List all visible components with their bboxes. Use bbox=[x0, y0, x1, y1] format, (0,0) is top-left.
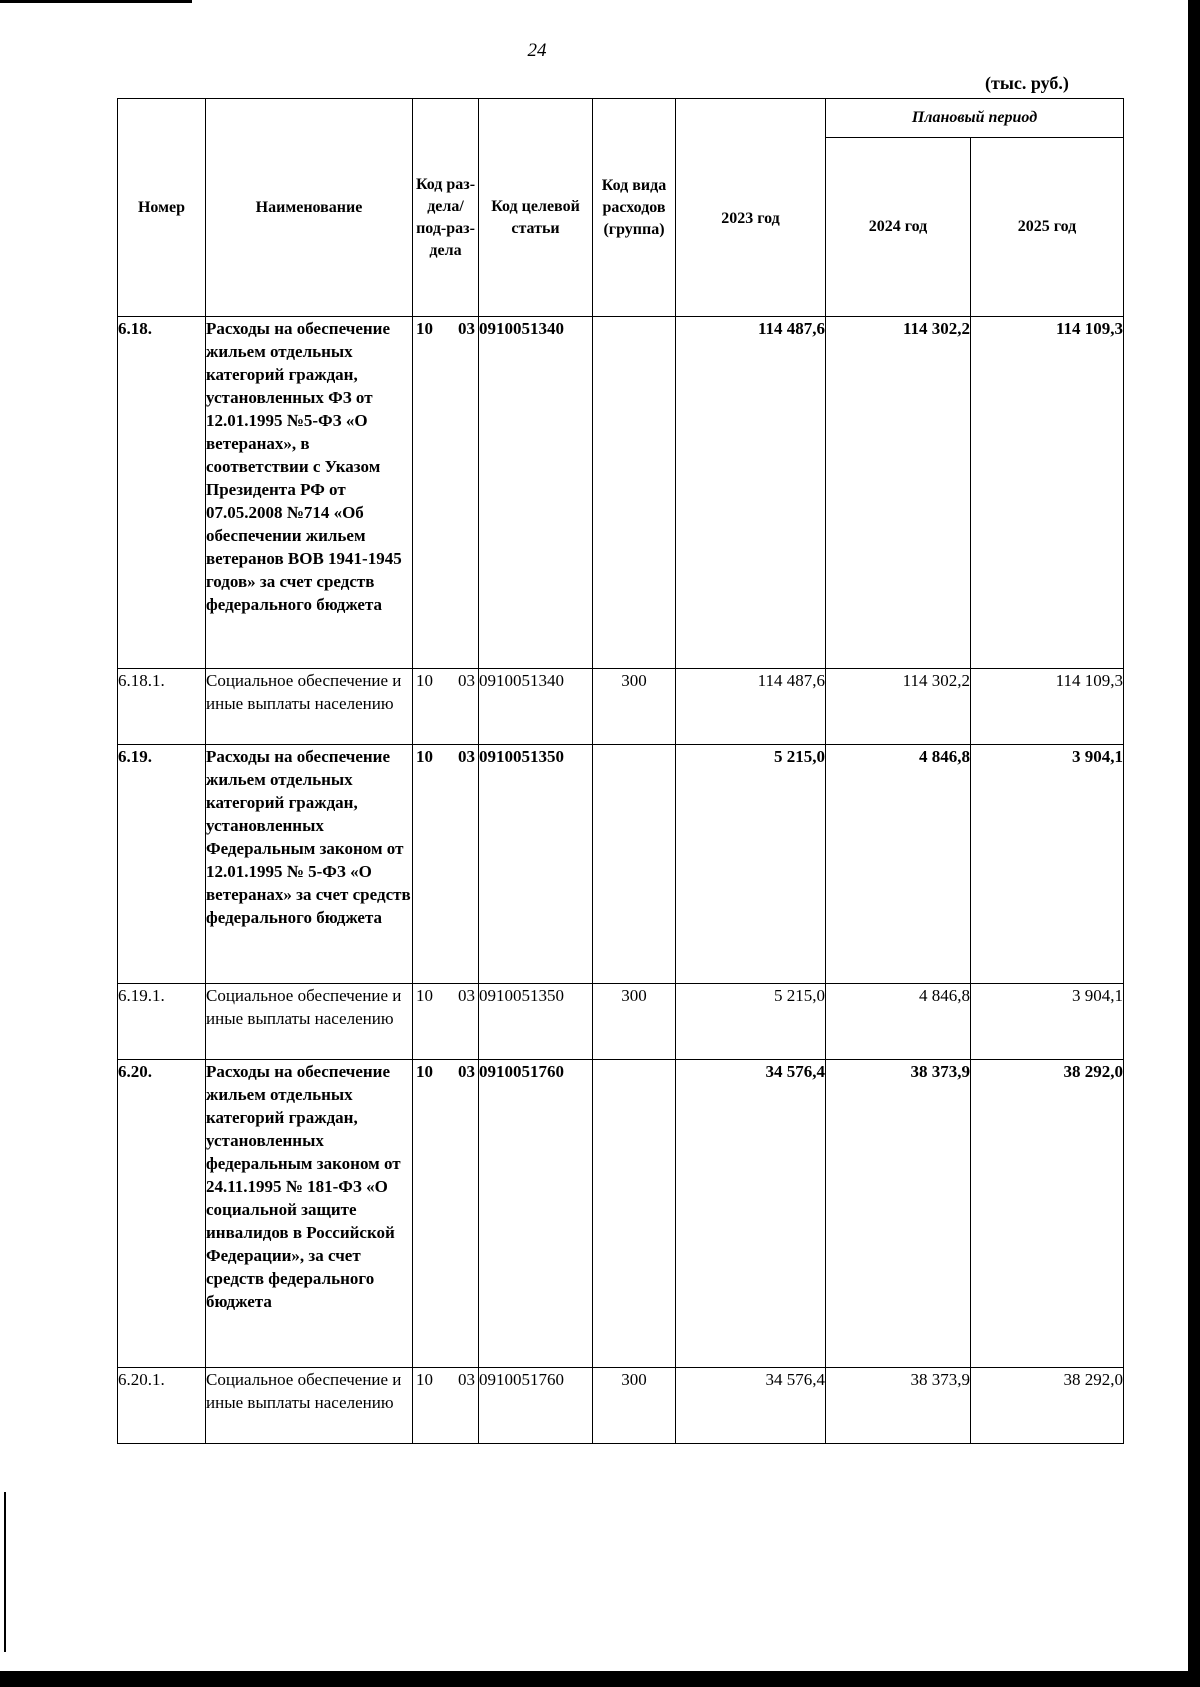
table-row bbox=[118, 1368, 1124, 1444]
row-podrazdel: 03 bbox=[458, 986, 475, 1005]
header-row bbox=[118, 99, 1124, 138]
row-podrazdel: 03 bbox=[458, 747, 475, 766]
row-amount-2025: 38 292,0 bbox=[971, 1060, 1124, 1368]
row-group-code bbox=[593, 317, 676, 669]
table-row bbox=[118, 317, 1124, 669]
row-amount-2023: 114 487,6 bbox=[676, 317, 826, 669]
row-amount-2024: 38 373,9 bbox=[826, 1368, 971, 1444]
row-name: Расходы на обеспечение жильем отдельных категорий граждан, установленных федеральным законом от 24.11.1995 № 181-ФЗ «О социальной защите инвалидов в Российской Федерации», за счет средств федерального бюджета bbox=[206, 1060, 413, 1368]
row-group-code bbox=[593, 1060, 676, 1368]
row-amount-2024: 38 373,9 bbox=[826, 1060, 971, 1368]
row-group-code bbox=[593, 745, 676, 984]
scan-edge-bottom bbox=[0, 1671, 1200, 1687]
row-podrazdel: 03 bbox=[458, 319, 475, 338]
row-name: Социальное обеспечение и иные выплаты населению bbox=[206, 669, 413, 745]
header-2025: 2025 год bbox=[971, 138, 1124, 317]
header-section-code: Код раз-дела/ под-раз-дела bbox=[413, 99, 479, 317]
table-row bbox=[118, 669, 1124, 745]
row-razdel: 10 bbox=[416, 319, 433, 338]
header-number: Номер bbox=[118, 99, 206, 317]
row-amount-2023: 5 215,0 bbox=[676, 984, 826, 1060]
row-name: Расходы на обеспечение жильем отдельных категорий граждан, установленных ФЗ от 12.01.1995 №5-ФЗ «О ветеранах», в соответствии с Указом Президента РФ от 07.05.2008 №714 «Об обеспечении жильем ветеранов ВОВ 1941-1945 годов» за счет средств федерального бюджета bbox=[206, 317, 413, 669]
row-amount-2023: 34 576,4 bbox=[676, 1368, 826, 1444]
header-plan-period: Плановый период bbox=[826, 99, 1124, 138]
row-amount-2024: 114 302,2 bbox=[826, 669, 971, 745]
scan-edge-top bbox=[0, 0, 192, 3]
units-label: (тыс. руб.) bbox=[985, 73, 1069, 93]
row-amount-2024: 4 846,8 bbox=[826, 984, 971, 1060]
header-2024: 2024 год bbox=[826, 138, 971, 317]
scan-edge-right bbox=[1188, 0, 1200, 1687]
row-amount-2025: 114 109,3 bbox=[971, 669, 1124, 745]
budget-table bbox=[117, 98, 1124, 1444]
row-number: 6.20.1. bbox=[118, 1368, 206, 1444]
table-row bbox=[118, 1060, 1124, 1368]
header-2023: 2023 год bbox=[676, 99, 826, 317]
row-amount-2024: 114 302,2 bbox=[826, 317, 971, 669]
row-podrazdel: 03 bbox=[458, 1062, 475, 1081]
row-podrazdel: 03 bbox=[458, 1370, 475, 1389]
header-target-code: Код целевой статьи bbox=[479, 99, 593, 317]
row-target-code: 0910051350 bbox=[479, 984, 593, 1060]
row-amount-2025: 38 292,0 bbox=[971, 1368, 1124, 1444]
row-target-code: 0910051340 bbox=[479, 669, 593, 745]
row-section-code bbox=[413, 745, 479, 984]
row-razdel: 10 bbox=[416, 747, 433, 766]
row-target-code: 0910051340 bbox=[479, 317, 593, 669]
row-name: Социальное обеспечение и иные выплаты населению bbox=[206, 984, 413, 1060]
row-number: 6.20. bbox=[118, 1060, 206, 1368]
row-number: 6.18. bbox=[118, 317, 206, 669]
row-group-code: 300 bbox=[593, 984, 676, 1060]
row-number: 6.18.1. bbox=[118, 669, 206, 745]
row-amount-2023: 34 576,4 bbox=[676, 1060, 826, 1368]
row-name: Социальное обеспечение и иные выплаты населению bbox=[206, 1368, 413, 1444]
page-number: 24 bbox=[527, 40, 547, 61]
header-group-code: Код вида расходов (группа) bbox=[593, 99, 676, 317]
row-name: Расходы на обеспечение жильем отдельных категорий граждан, установленных Федеральным законом от 12.01.1995 № 5-ФЗ «О ветеранах» за счет средств федерального бюджета bbox=[206, 745, 413, 984]
row-amount-2023: 5 215,0 bbox=[676, 745, 826, 984]
row-razdel: 10 bbox=[416, 986, 433, 1005]
row-amount-2024: 4 846,8 bbox=[826, 745, 971, 984]
row-target-code: 0910051760 bbox=[479, 1368, 593, 1444]
row-section-code bbox=[413, 1368, 479, 1444]
row-amount-2025: 3 904,1 bbox=[971, 984, 1124, 1060]
table-row bbox=[118, 984, 1124, 1060]
row-razdel: 10 bbox=[416, 1062, 433, 1081]
row-group-code: 300 bbox=[593, 1368, 676, 1444]
row-target-code: 0910051760 bbox=[479, 1060, 593, 1368]
row-target-code: 0910051350 bbox=[479, 745, 593, 984]
row-number: 6.19. bbox=[118, 745, 206, 984]
row-podrazdel: 03 bbox=[458, 671, 475, 690]
row-section-code bbox=[413, 1060, 479, 1368]
row-section-code bbox=[413, 669, 479, 745]
row-number: 6.19.1. bbox=[118, 984, 206, 1060]
row-amount-2023: 114 487,6 bbox=[676, 669, 826, 745]
header-name: Наименование bbox=[206, 99, 413, 317]
table-row bbox=[118, 745, 1124, 984]
row-amount-2025: 3 904,1 bbox=[971, 745, 1124, 984]
row-section-code bbox=[413, 317, 479, 669]
row-amount-2025: 114 109,3 bbox=[971, 317, 1124, 669]
row-group-code: 300 bbox=[593, 669, 676, 745]
row-section-code bbox=[413, 984, 479, 1060]
row-razdel: 10 bbox=[416, 671, 433, 690]
scan-edge-left bbox=[4, 1492, 6, 1652]
row-razdel: 10 bbox=[416, 1370, 433, 1389]
